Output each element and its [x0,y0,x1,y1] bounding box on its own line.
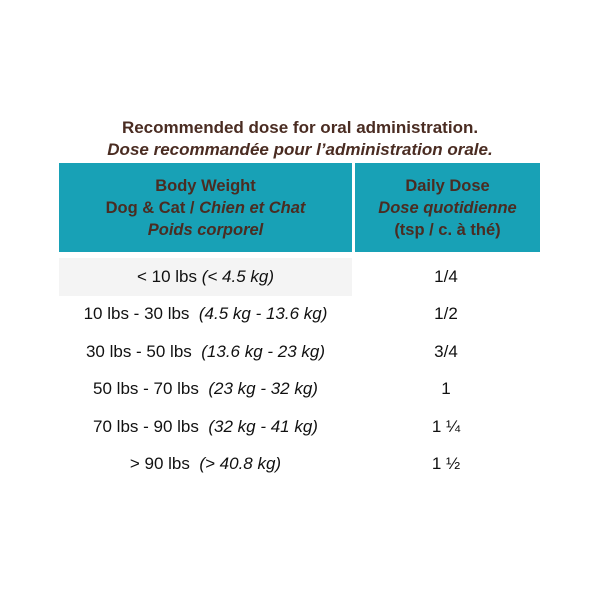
header-body-weight [59,163,352,252]
dose-title [0,117,600,161]
weight-lbs: 50 lbs - 70 lbs [93,379,204,399]
weight-lbs: < 10 lbs [136,266,197,286]
header-weight-line2-plain: Dog & Cat / [105,198,200,217]
weight-lbs: > 90 lbs [129,454,195,474]
dose-cell: 3/4 [434,341,458,361]
weight-cell [59,379,352,399]
dose-cell: 1/2 [434,304,458,324]
header-weight-line2-italic: Chien et Chat [199,198,306,217]
weight-cell [59,304,352,324]
weight-kg: (23 kg - 32 kg) [208,379,318,399]
table-row [59,408,540,446]
header-dose-line2: Dose quotidienne [378,198,517,217]
dose-cell: 1 [441,379,451,399]
weight-lbs: 70 lbs - 90 lbs [93,416,204,436]
weight-kg: (4.5 kg - 13.6 kg) [198,304,328,324]
table-row [59,333,540,371]
table-row [59,258,540,296]
weight-cell [59,454,352,474]
weight-cell [59,342,352,362]
dose-cell: 1 ½ [431,454,461,474]
header-daily-dose [355,163,540,252]
weight-lbs: 10 lbs - 30 lbs [83,304,195,324]
header-weight-line2 [106,197,306,219]
table-row [59,296,540,334]
header-weight-line1: Body Weight [155,176,256,195]
title-english: Recommended dose for oral administration. [121,118,479,137]
weight-kg: (< 4.5 kg) [201,266,275,286]
weight-kg: (13.6 kg - 23 kg) [201,341,326,361]
header-dose-line3: (tsp / c. à thé) [394,220,501,239]
weight-lbs: 30 lbs - 50 lbs [85,341,197,361]
dose-cell: 1/4 [434,266,458,286]
table-row [59,371,540,409]
dose-table-body [59,258,540,483]
table-header [59,163,540,252]
weight-cell [59,258,352,296]
weight-kg: (32 kg - 41 kg) [208,416,318,436]
header-dose-line1: Daily Dose [405,176,490,195]
table-row [59,446,540,484]
weight-kg: (> 40.8 kg) [199,454,282,474]
title-french: Dose recommandée pour l’administration orale. [107,140,493,159]
dose-cell: 1 ¼ [431,416,461,436]
header-weight-line3: Poids corporel [147,220,264,239]
weight-cell [59,417,352,437]
